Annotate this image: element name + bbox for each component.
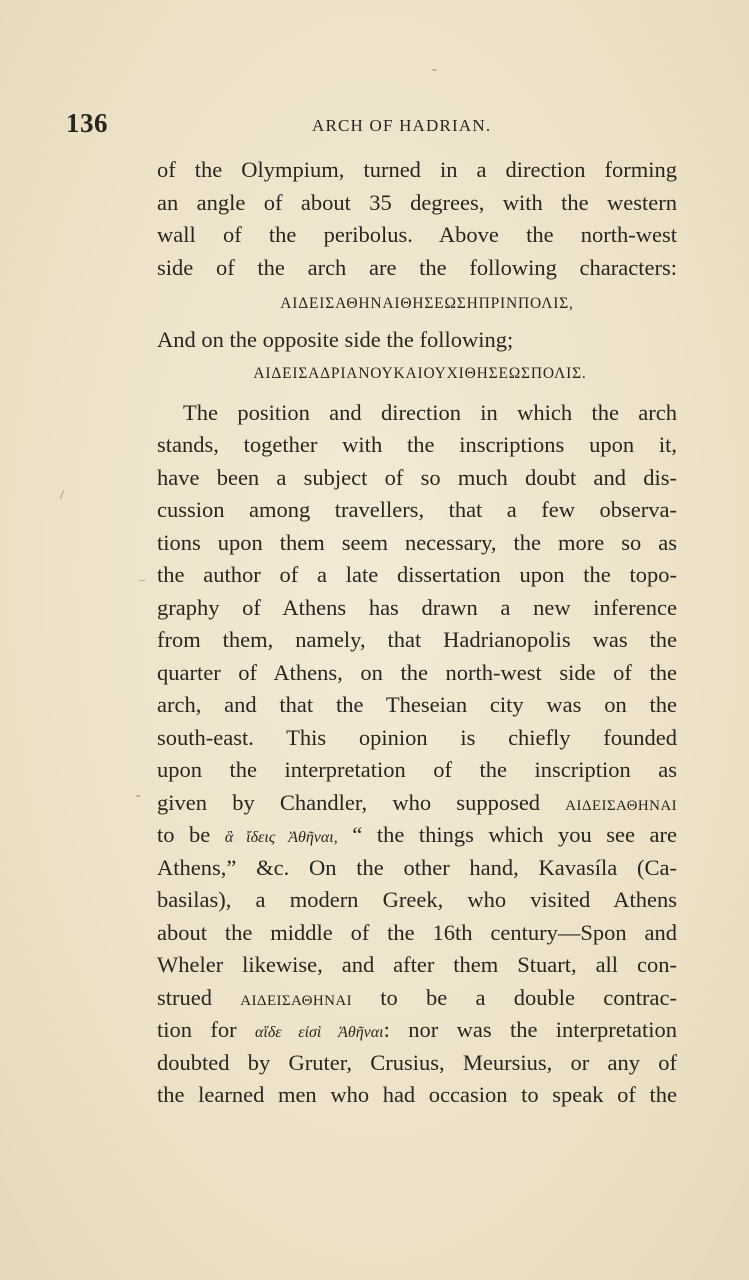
text-line: stands, together with the inscriptions upon it, xyxy=(157,432,677,457)
text-line: Wheler likewise, and after them Stuart, all con- xyxy=(157,952,677,977)
body-text xyxy=(157,154,677,1112)
text-line: from them, namely, that Hadrianopolis was the xyxy=(157,627,677,652)
text-segment: tion for xyxy=(157,1017,255,1042)
text-line xyxy=(157,1014,677,1047)
text-segment: “ the things which you see are xyxy=(337,822,677,847)
text-line: Athens,” &c. On the other hand, Kavasíla (Ca- xyxy=(157,854,677,880)
text-line: upon the interpretation of the inscription as xyxy=(157,757,677,782)
greek-inscription-2: ΑΙΔΕΙΣΑΔΡΙΑΝΟΥΚΑΙΟΥΧΙΘΗΣΕΩΣΠΟΛΙΣ. xyxy=(253,364,587,382)
margin-mark: ‾ xyxy=(140,580,145,595)
text-line: have been a subject of so much doubt and dis- xyxy=(157,464,677,490)
text-line: south-east. This opinion is chiefly founded xyxy=(157,724,677,750)
text-line xyxy=(157,819,677,852)
text-line: doubted by Gruter, Crusius, Meursius, or any of xyxy=(157,1049,677,1075)
greek-caps-word: ΑΙΔΕΙΣΑΘΗΝΑΙ xyxy=(565,797,677,814)
text-line xyxy=(157,787,677,820)
text-line: about the middle of the 16th century—Spon and xyxy=(157,919,677,945)
page-number: 136 xyxy=(66,108,108,138)
text-segment: to be a double contrac- xyxy=(351,984,677,1010)
text-line xyxy=(157,982,677,1015)
text-segment: given by Chandler, who supposed xyxy=(157,789,566,815)
margin-mark: - xyxy=(136,788,141,803)
text-line: the learned men who had occasion to speak of the xyxy=(157,1082,677,1107)
text-line: the author of a late dissertation upon the topo- xyxy=(157,562,677,587)
text-line: basilas), a modern Greek, who visited Athens xyxy=(157,887,677,912)
text-segment: : nor was the interpretation xyxy=(383,1017,677,1042)
text-segment: to be xyxy=(157,822,225,847)
text-line: side of the arch are the following characters: xyxy=(157,254,677,280)
running-head: ARCH OF HADRIAN. xyxy=(312,116,492,135)
margin-mark: - xyxy=(432,62,437,77)
text-line: graphy of Athens has drawn a new inference xyxy=(157,594,677,620)
greek-caps-word: ΑΙΔΕΙΣΑΘΗΝΑΙ xyxy=(240,992,352,1009)
text-line: quarter of Athens, on the north-west side of the xyxy=(157,659,677,685)
text-line: arch, and that the Theseian city was on the xyxy=(157,692,677,717)
text-line: of the Olympium, turned in a direction forming xyxy=(157,157,677,182)
greek-inscription-1: ΑΙΔΕΙΣΑΘΗΝΑΙΘΗΣΕΩΣΗΠΡΙΝΠΟΛΙΣ, xyxy=(280,295,574,312)
page-header xyxy=(0,108,749,144)
text-segment: strued xyxy=(157,984,241,1010)
text-line: tions upon them seem necessary, the more so as xyxy=(157,529,677,555)
text-line: cussion among travellers, that a few observa- xyxy=(157,497,677,522)
text-line: The position and direction in which the arch xyxy=(183,399,677,425)
text-line: And on the opposite side the following; xyxy=(157,327,514,352)
greek-phrase: αἵδε εἰσὶ Ἀθῆναι xyxy=(254,1024,384,1041)
text-line: wall of the peribolus. Above the north-west xyxy=(157,222,677,247)
greek-phrase: ἃ ἴδεις Ἀθῆναι, xyxy=(224,829,338,846)
text-line: an angle of about 35 degrees, with the western xyxy=(157,189,677,215)
margin-mark: / xyxy=(60,488,64,503)
